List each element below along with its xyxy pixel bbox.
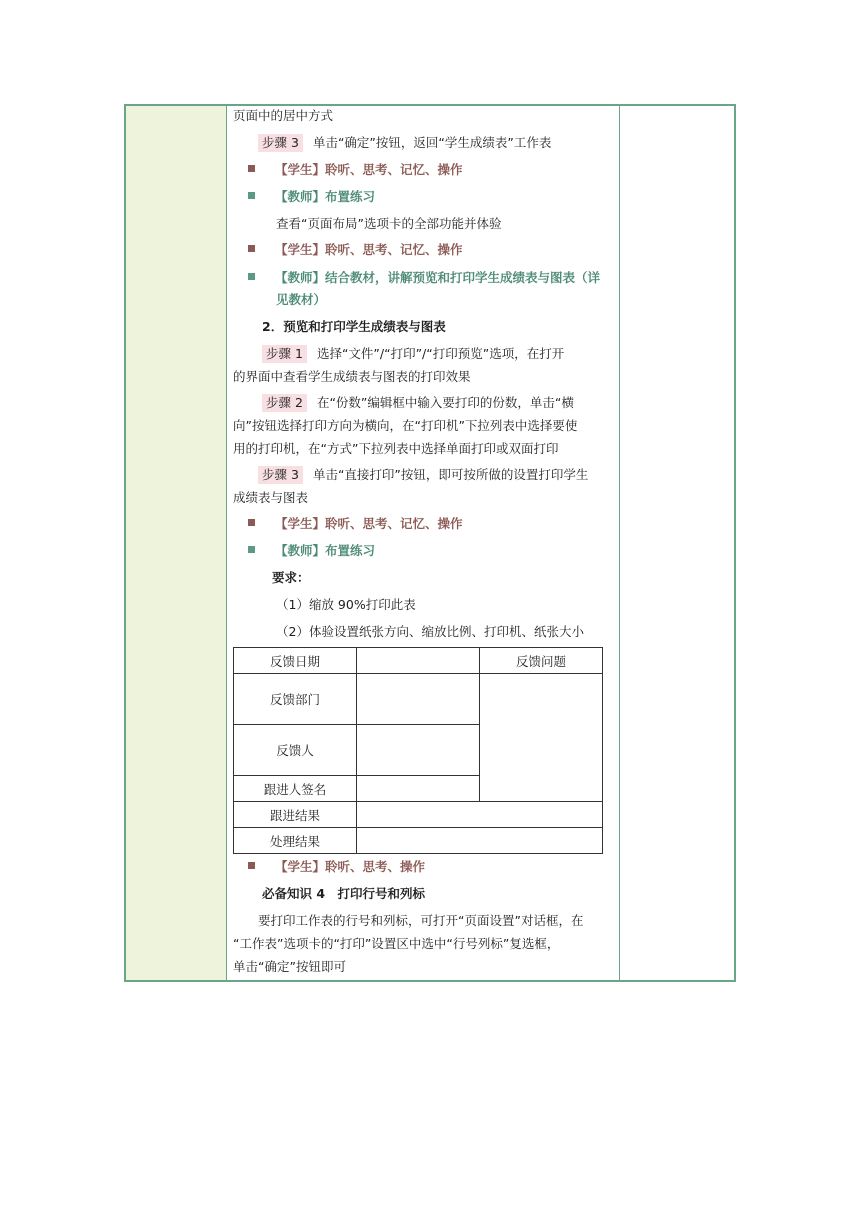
square-bullet-icon (248, 245, 255, 252)
square-bullet-icon (248, 273, 255, 280)
step-label: 步骤 1 (262, 345, 307, 363)
knowledge-heading: 必备知识 4 打印行号和列标 (262, 886, 426, 901)
square-bullet-icon (248, 546, 255, 553)
follower-signature-value (357, 776, 480, 802)
student-activity (248, 858, 425, 876)
teacher-activity-text: 【教师】布置练习 (275, 543, 376, 558)
step-text: 单击“直接打印”按钮，即可按所做的设置打印学生 (312, 467, 589, 482)
follower-signature-label: 跟进人签名 (234, 776, 357, 802)
student-activity-text: 【学生】聆听、思考、记忆、操作 (275, 162, 463, 177)
feedback-problem-value (480, 674, 603, 802)
feedback-person-value (357, 725, 480, 776)
text-line: 查看“页面布局”选项卡的全部功能并体验 (276, 216, 502, 231)
text-line: 向”按钮选择打印方向为横向，在“打印机”下拉列表中选择要使 (233, 418, 578, 433)
step-line (262, 394, 574, 412)
feedback-dept-label: 反馈部门 (234, 674, 357, 725)
text-line: 页面中的居中方式 (233, 108, 334, 123)
student-activity-text: 【学生】聆听、思考、记忆、操作 (275, 242, 463, 257)
text-line: 单击“确定”按钮即可 (233, 959, 346, 974)
square-bullet-icon (248, 519, 255, 526)
step-text: 选择“文件”/“打印”/“打印预览”选项，在打开 (316, 346, 565, 361)
student-activity (248, 161, 463, 179)
feedback-problem-label: 反馈问题 (480, 648, 603, 674)
teacher-activity-text: 【教师】布置练习 (275, 189, 376, 204)
step-label: 步骤 3 (258, 466, 303, 484)
feedback-date-value (357, 648, 480, 674)
requirement-heading: 要求： (272, 570, 310, 585)
requirement-item: （2）体验设置纸张方向、缩放比例、打印机、纸张大小 (276, 624, 584, 639)
step-line (258, 466, 588, 484)
feedback-dept-value (357, 674, 480, 725)
right-column (619, 106, 734, 980)
student-activity (248, 241, 463, 259)
text-line: 成绩表与图表 (233, 490, 309, 505)
square-bullet-icon (248, 192, 255, 199)
teacher-activity-text: 【教师】结合教材，讲解预览和打印学生成绩表与图表（详 (275, 270, 601, 285)
section-heading: 2．预览和打印学生成绩表与图表 (262, 319, 446, 334)
text-line: 的界面中查看学生成绩表与图表的打印效果 (233, 369, 471, 384)
text-line: 用的打印机，在“方式”下拉列表中选择单面打印或双面打印 (233, 441, 559, 456)
teacher-activity (248, 269, 600, 287)
follow-result-value (357, 802, 603, 828)
step-text: 在“份数”编辑框中输入要打印的份数，单击“横 (316, 395, 574, 410)
step-label: 步骤 3 (258, 134, 303, 152)
teacher-activity-text: 见教材） (276, 292, 327, 307)
text-line: 要打印工作表的行号和列标，可打开“页面设置”对话框，在 (258, 913, 584, 928)
square-bullet-icon (248, 862, 255, 869)
text-line: “工作表”选项卡的“打印”设置区中选中“行号列标”复选框， (233, 936, 560, 951)
handle-result-value (357, 828, 603, 854)
feedback-date-label: 反馈日期 (234, 648, 357, 674)
feedback-person-label: 反馈人 (234, 725, 357, 776)
follow-result-label: 跟进结果 (234, 802, 357, 828)
left-column (126, 106, 227, 980)
teacher-activity (248, 542, 375, 560)
teacher-activity (248, 188, 375, 206)
feedback-table (233, 647, 603, 854)
step-text: 单击“确定”按钮，返回“学生成绩表”工作表 (312, 135, 552, 150)
student-activity-text: 【学生】聆听、思考、记忆、操作 (275, 516, 463, 531)
requirement-item: （1）缩放 90%打印此表 (276, 597, 416, 612)
step-label: 步骤 2 (262, 394, 307, 412)
step-line (258, 134, 551, 152)
handle-result-label: 处理结果 (234, 828, 357, 854)
student-activity-text: 【学生】聆听、思考、操作 (275, 859, 426, 874)
square-bullet-icon (248, 165, 255, 172)
student-activity (248, 515, 463, 533)
step-line (262, 345, 564, 363)
